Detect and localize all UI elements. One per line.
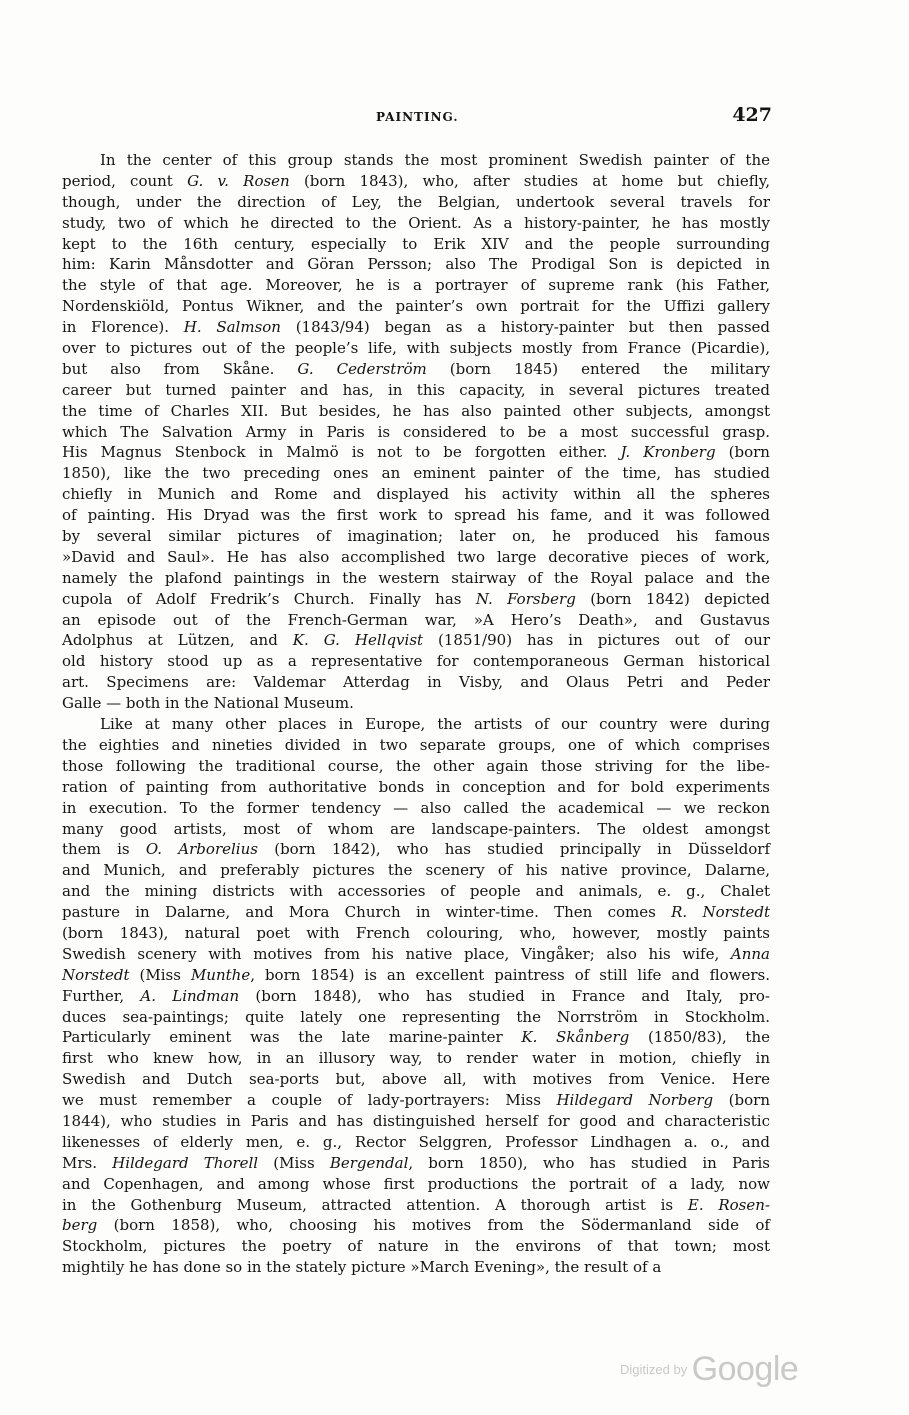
text-run: (born 1848), who has studied in France and Italy, pro- — [239, 986, 770, 1005]
text-line — [62, 1132, 770, 1153]
text-run: him: Karin Månsdotter and Göran Persson; also The Prodigal Son is depicted in — [62, 255, 770, 274]
text-line — [62, 359, 770, 380]
body-text — [62, 150, 770, 1278]
text-run: (1843/94) began as a history-painter but then passed — [280, 318, 771, 337]
italic-name: K. G. Hellqvist — [292, 631, 424, 650]
text-line — [62, 672, 770, 693]
italic-name: Bergendal — [329, 1153, 409, 1172]
text-line — [62, 798, 770, 819]
text-run: (born 1843), natural poet with French colouring, who, however, mostly paints — [62, 923, 770, 942]
italic-name: A. Lindman — [140, 986, 240, 1005]
text-line — [62, 296, 770, 317]
text-run: Swedish scenery with motives from his native place, Vingåker; also his wife, — [62, 944, 731, 963]
text-line — [62, 1195, 770, 1216]
text-run: 1844), who studies in Paris and has distinguished herself for good and characteristic — [62, 1111, 770, 1130]
italic-name: Munthe — [190, 965, 251, 984]
text-run: (born — [713, 1091, 770, 1110]
text-run: and Copenhagen, and among whose first productions the portrait of a lady, now — [62, 1174, 770, 1193]
running-head: PAINTING. — [376, 110, 459, 124]
italic-name: Norstedt — [62, 965, 130, 984]
text-line — [62, 317, 770, 338]
italic-name: Anna — [730, 944, 770, 963]
text-line — [62, 234, 770, 255]
text-run: »David and Saul». He has also accomplished two large decorative pieces of work, — [62, 547, 770, 566]
text-run: first who knew how, in an illusory way, to render water in motion, chiefly in — [62, 1049, 770, 1068]
text-run: by several similar pictures of imagination; later on, he produced his famous — [62, 527, 770, 546]
text-run: His Magnus Stenbock in Malmö is not to be forgotten either. — [62, 443, 621, 462]
text-line — [62, 192, 770, 213]
text-line — [62, 526, 770, 547]
watermark-prefix: Digitized by — [620, 1362, 688, 1377]
italic-name: G. Cederström — [297, 359, 427, 378]
text-line — [62, 1090, 770, 1111]
text-line — [62, 150, 770, 171]
text-run: kept to the 16th century, especially to Erik XIV and the people surrounding — [62, 234, 770, 253]
italic-name: O. Arborelius — [145, 840, 258, 859]
text-run: (Miss — [129, 965, 191, 984]
text-line — [62, 651, 770, 672]
italic-name: Hildegard Thorell — [112, 1153, 259, 1172]
text-line — [62, 1236, 770, 1257]
text-run: (born 1842) depicted — [575, 589, 771, 608]
text-line — [62, 568, 770, 589]
text-line — [62, 986, 770, 1007]
text-run: those following the traditional course, the other again those striving for the libe- — [62, 756, 770, 775]
text-line — [62, 1048, 770, 1069]
italic-name: Hildegard Norberg — [556, 1091, 714, 1110]
text-run: which The Salvation Army in Paris is considered to be a most successful grasp. — [62, 422, 770, 441]
text-run: in execution. To the former tendency — also called the academical — we reckon — [62, 798, 770, 817]
text-line — [62, 1257, 770, 1278]
text-run: many good artists, most of whom are landscape-painters. The oldest amongst — [62, 819, 770, 838]
text-run: Swedish and Dutch sea-ports but, above all, with motives from Venice. Here — [62, 1070, 770, 1089]
text-run: Nordenskiöld, Pontus Wikner, and the painter’s own portrait for the Uffizi gallery — [62, 297, 770, 316]
text-run: (1851/90) has in pictures out of our — [423, 631, 770, 650]
text-run: (born — [715, 443, 770, 462]
italic-name: berg — [62, 1216, 98, 1235]
text-run: ration of painting from authoritative bonds in conception and for bold experiments — [62, 777, 770, 796]
text-run: Mrs. — [62, 1153, 113, 1172]
text-run: mightily he has done so in the stately picture »March Evening», the result of a — [62, 1258, 662, 1277]
google-logo: Google — [691, 1350, 799, 1388]
text-run: (born 1843), who, after studies at home but chiefly, — [289, 171, 771, 190]
text-line — [62, 1007, 770, 1028]
text-line — [62, 1153, 770, 1174]
text-run: Galle — both in the National Museum. — [62, 694, 354, 713]
text-line — [62, 1174, 770, 1195]
text-line — [62, 213, 770, 234]
text-run: over to pictures out of the people’s life, with subjects mostly from France (Picardie), — [62, 339, 770, 358]
page-number: 427 — [732, 104, 772, 126]
text-run: study, two of which he directed to the Orient. As a history-painter, he has mostly — [62, 213, 770, 232]
text-line — [62, 1027, 770, 1048]
italic-name: N. Forsberg — [475, 589, 576, 608]
text-run: the time of Charles XII. But besides, he has also painted other subjects, amongst — [62, 401, 770, 420]
text-run: career but turned painter and has, in this capacity, in several pictures treated — [62, 380, 770, 399]
text-line — [62, 1215, 770, 1236]
text-run: in Florence). — [62, 318, 184, 337]
text-run: Like at many other places in Europe, the artists of our country were during — [100, 715, 770, 734]
italic-name: G. v. Rosen — [187, 171, 290, 190]
text-line — [62, 735, 770, 756]
text-line — [62, 547, 770, 568]
text-run: and Munich, and preferably pictures the scenery of his native province, Dalarne, — [62, 861, 770, 880]
text-line — [62, 881, 770, 902]
text-line — [62, 777, 770, 798]
text-run: cupola of Adolf Fredrik’s Church. Finally has — [62, 589, 476, 608]
text-run: (born 1845) entered the military — [426, 359, 771, 378]
text-line — [62, 693, 770, 714]
text-line — [62, 630, 770, 651]
text-line — [62, 401, 770, 422]
paragraph — [62, 714, 770, 1278]
text-line — [62, 484, 770, 505]
text-line — [62, 944, 770, 965]
text-run: we must remember a couple of lady-portrayers: Miss — [62, 1091, 557, 1110]
text-run: In the center of this group stands the most prominent Swedish painter of the — [100, 151, 770, 169]
text-line — [62, 505, 770, 526]
text-run: Stockholm, pictures the poetry of nature in the environs of that town; most — [62, 1237, 770, 1256]
text-line — [62, 442, 770, 463]
text-line — [62, 902, 770, 923]
text-line — [62, 819, 770, 840]
text-run: Further, — [62, 986, 141, 1005]
text-run: but also from Skåne. — [62, 359, 298, 378]
text-line — [62, 422, 770, 443]
text-line — [62, 860, 770, 881]
text-line — [62, 589, 770, 610]
text-run: old history stood up as a representative for contemporaneous German historical — [62, 652, 770, 671]
text-run: and the mining districts with accessories of people and animals, e. g., Chalet — [62, 882, 770, 901]
italic-name: E. Rosen- — [687, 1195, 770, 1214]
page-header — [60, 104, 772, 138]
text-run: of painting. His Dryad was the first work to spread his fame, and it was followed — [62, 506, 770, 525]
text-line — [62, 463, 770, 484]
text-run: in the Gothenburg Museum, attracted attention. A thorough artist is — [62, 1195, 688, 1214]
text-run: (born 1842), who has studied principally in Düsseldorf — [257, 840, 770, 859]
text-run: , born 1854) is an excellent paintress of still life and flowers. — [250, 965, 770, 984]
text-line — [62, 923, 770, 944]
text-line — [62, 756, 770, 777]
text-run: the eighties and nineties divided in two separate groups, one of which comprises — [62, 735, 770, 754]
text-line — [62, 714, 770, 735]
text-run: (born 1858), who, choosing his motives from the Södermanland side of — [97, 1216, 770, 1235]
text-run: (Miss — [258, 1153, 330, 1172]
text-line — [62, 338, 770, 359]
italic-name: K. Skånberg — [521, 1028, 630, 1047]
text-line — [62, 965, 770, 986]
text-run: namely the plafond paintings in the western stairway of the Royal palace and the — [62, 568, 770, 587]
text-line — [62, 610, 770, 631]
text-run: them is — [62, 840, 146, 859]
italic-name: R. Norstedt — [671, 903, 771, 922]
text-run: 1850), like the two preceding ones an eminent painter of the time, has studied — [62, 464, 770, 483]
text-run: art. Specimens are: Valdemar Atterdag in Visby, and Olaus Petri and Peder — [62, 673, 770, 692]
paragraph — [62, 150, 770, 714]
text-run: chiefly in Munich and Rome and displayed his activity within all the spheres — [62, 485, 770, 504]
text-line — [62, 254, 770, 275]
text-run: likenesses of elderly men, e. g., Rector Selggren, Professor Lindhagen a. o., and — [62, 1132, 770, 1151]
italic-name: J. Kronberg — [620, 443, 716, 462]
text-run: Particularly eminent was the late marine-painter — [62, 1028, 522, 1047]
text-run: an episode out of the French-German war, »A Hero’s Death», and Gustavus — [62, 610, 770, 629]
text-line — [62, 1111, 770, 1132]
text-run: the style of that age. Moreover, he is a portrayer of supreme rank (his Father, — [62, 276, 770, 295]
text-line — [62, 839, 770, 860]
text-line — [62, 275, 770, 296]
text-run: (1850/83), the — [629, 1028, 770, 1047]
text-line — [62, 1069, 770, 1090]
text-run: , born 1850), who has studied in Paris — [408, 1153, 770, 1172]
text-run: though, under the direction of Ley, the Belgian, undertook several travels for — [62, 192, 770, 211]
text-run: duces sea-paintings; quite lately one representing the Norrström in Stockholm. — [62, 1007, 770, 1026]
text-run: period, count — [62, 171, 188, 190]
text-line — [62, 380, 770, 401]
digitized-watermark — [620, 1350, 798, 1389]
text-line — [62, 171, 770, 192]
text-run: Adolphus at Lützen, and — [62, 631, 293, 650]
italic-name: H. Salmson — [183, 318, 281, 337]
text-run: pasture in Dalarne, and Mora Church in winter-time. Then comes — [62, 903, 672, 922]
